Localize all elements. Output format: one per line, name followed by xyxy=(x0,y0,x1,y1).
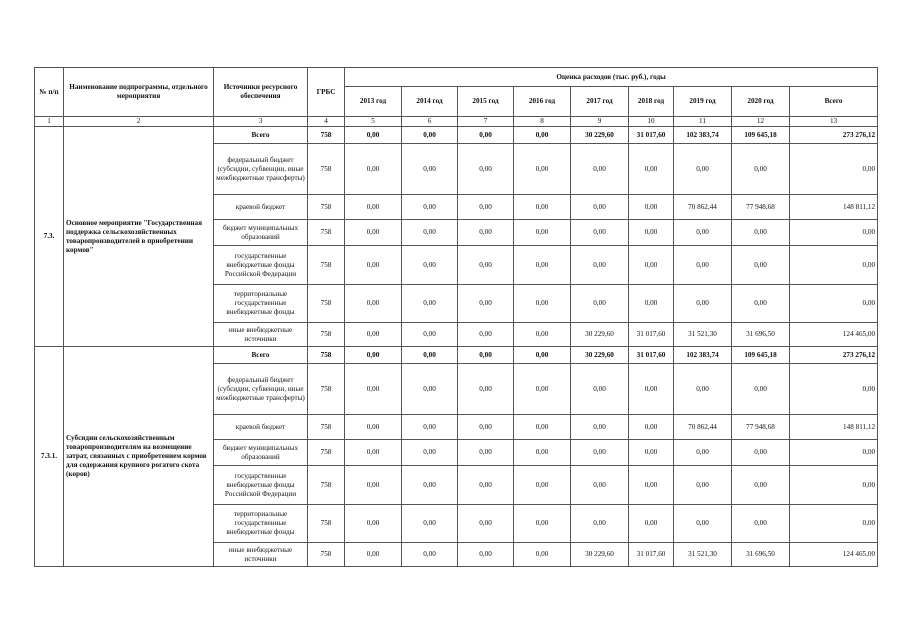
year-value: 0,00 xyxy=(345,195,402,220)
year-value: 31 017,60 xyxy=(629,127,674,144)
column-number: 8 xyxy=(514,117,571,127)
year-value: 0,00 xyxy=(514,543,571,567)
year-value: 0,00 xyxy=(629,246,674,285)
year-value: 0,00 xyxy=(674,364,732,415)
header-year: 2013 год xyxy=(345,87,402,117)
funding-source: бюджет муниципальных образований xyxy=(214,440,308,466)
grbs-code: 758 xyxy=(308,543,345,567)
header-row xyxy=(35,68,878,87)
grbs-code: 758 xyxy=(308,285,345,323)
year-value: 0,00 xyxy=(458,440,514,466)
year-value: 0,00 xyxy=(458,220,514,246)
year-value: 0,00 xyxy=(514,415,571,440)
year-value: 0,00 xyxy=(402,466,458,505)
year-value: 102 383,74 xyxy=(674,127,732,144)
year-value: 0,00 xyxy=(345,466,402,505)
item-number: 7.3. xyxy=(35,127,64,347)
year-value: 0,00 xyxy=(402,285,458,323)
year-value: 0,00 xyxy=(345,285,402,323)
year-value: 0,00 xyxy=(514,347,571,364)
year-value: 0,00 xyxy=(345,220,402,246)
year-value: 0,00 xyxy=(571,285,629,323)
year-value: 31 696,50 xyxy=(732,543,790,567)
total-value: 124 465,00 xyxy=(790,323,878,347)
year-value: 0,00 xyxy=(402,440,458,466)
year-value: 77 948,68 xyxy=(732,415,790,440)
total-value: 0,00 xyxy=(790,505,878,543)
column-number: 6 xyxy=(402,117,458,127)
year-value: 0,00 xyxy=(402,415,458,440)
column-number: 10 xyxy=(629,117,674,127)
total-value: 148 811,12 xyxy=(790,415,878,440)
funding-source: территориальные государственные внебюджетные фонды xyxy=(214,285,308,323)
year-value: 109 645,18 xyxy=(732,127,790,144)
total-value: 273 276,12 xyxy=(790,127,878,144)
year-value: 0,00 xyxy=(514,323,571,347)
header-year: 2016 год xyxy=(514,87,571,117)
funding-source: краевой бюджет xyxy=(214,415,308,440)
year-value: 0,00 xyxy=(345,323,402,347)
table-body xyxy=(35,127,878,567)
year-value: 102 383,74 xyxy=(674,347,732,364)
header-estimate: Оценка расходов (тыс. руб.), годы xyxy=(345,68,878,87)
year-value: 0,00 xyxy=(345,505,402,543)
grbs-code: 758 xyxy=(308,323,345,347)
year-value: 0,00 xyxy=(402,144,458,195)
year-value: 0,00 xyxy=(674,144,732,195)
year-value: 0,00 xyxy=(732,144,790,195)
column-numbers-row xyxy=(35,117,878,127)
year-value: 0,00 xyxy=(571,505,629,543)
year-value: 0,00 xyxy=(732,246,790,285)
year-value: 0,00 xyxy=(514,220,571,246)
year-value: 31 017,60 xyxy=(629,543,674,567)
year-value: 0,00 xyxy=(629,440,674,466)
year-value: 0,00 xyxy=(514,127,571,144)
year-value: 0,00 xyxy=(514,285,571,323)
year-value: 0,00 xyxy=(514,466,571,505)
grbs-code: 758 xyxy=(308,440,345,466)
table-row-total xyxy=(35,347,878,364)
year-value: 31 017,60 xyxy=(629,347,674,364)
year-value: 0,00 xyxy=(345,347,402,364)
year-value: 0,00 xyxy=(345,543,402,567)
grbs-code: 758 xyxy=(308,127,345,144)
funding-source: федеральный бюджет (субсидии, субвенции, иные межбюджетные трансферты) xyxy=(214,144,308,195)
year-value: 0,00 xyxy=(458,144,514,195)
funding-source: иные внебюджетные источники xyxy=(214,543,308,567)
year-value: 0,00 xyxy=(571,195,629,220)
year-value: 0,00 xyxy=(674,505,732,543)
total-value: 0,00 xyxy=(790,144,878,195)
total-value: 0,00 xyxy=(790,364,878,415)
column-number: 3 xyxy=(214,117,308,127)
year-value: 0,00 xyxy=(345,415,402,440)
year-value: 31 521,30 xyxy=(674,323,732,347)
year-value: 0,00 xyxy=(571,415,629,440)
column-number: 5 xyxy=(345,117,402,127)
year-value: 30 229,60 xyxy=(571,127,629,144)
year-value: 70 862,44 xyxy=(674,415,732,440)
year-value: 0,00 xyxy=(514,144,571,195)
year-value: 0,00 xyxy=(629,220,674,246)
year-value: 0,00 xyxy=(458,195,514,220)
year-value: 0,00 xyxy=(514,364,571,415)
header-year: 2019 год xyxy=(674,87,732,117)
year-value: 0,00 xyxy=(458,415,514,440)
year-value: 0,00 xyxy=(732,220,790,246)
grbs-code: 758 xyxy=(308,466,345,505)
year-value: 0,00 xyxy=(629,144,674,195)
column-number: 9 xyxy=(571,117,629,127)
total-value: 124 465,00 xyxy=(790,543,878,567)
year-value: 30 229,60 xyxy=(571,347,629,364)
year-value: 0,00 xyxy=(629,466,674,505)
grbs-code: 758 xyxy=(308,144,345,195)
year-value: 30 229,60 xyxy=(571,543,629,567)
year-value: 0,00 xyxy=(732,364,790,415)
year-value: 0,00 xyxy=(514,505,571,543)
grbs-code: 758 xyxy=(308,246,345,285)
funding-source: государственные внебюджетные фонды Российской Федерации xyxy=(214,246,308,285)
year-value: 0,00 xyxy=(571,246,629,285)
grbs-code: 758 xyxy=(308,415,345,440)
column-number: 11 xyxy=(674,117,732,127)
year-value: 31 521,30 xyxy=(674,543,732,567)
year-value: 0,00 xyxy=(402,347,458,364)
header-grbs: ГРБС xyxy=(308,68,345,117)
year-value: 0,00 xyxy=(514,195,571,220)
year-value: 0,00 xyxy=(458,347,514,364)
header-year: 2015 год xyxy=(458,87,514,117)
year-value: 0,00 xyxy=(345,127,402,144)
year-value: 109 645,18 xyxy=(732,347,790,364)
column-number: 1 xyxy=(35,117,64,127)
year-value: 0,00 xyxy=(402,246,458,285)
year-value: 0,00 xyxy=(402,505,458,543)
year-value: 0,00 xyxy=(402,195,458,220)
funding-source: краевой бюджет xyxy=(214,195,308,220)
year-value: 0,00 xyxy=(458,127,514,144)
item-number: 7.3.1. xyxy=(35,347,64,567)
year-value: 0,00 xyxy=(402,220,458,246)
grbs-code: 758 xyxy=(308,220,345,246)
header-sources: Источники ресурсного обеспечения xyxy=(214,68,308,117)
funding-source: Всего xyxy=(214,347,308,364)
total-value: 0,00 xyxy=(790,440,878,466)
year-value: 0,00 xyxy=(674,220,732,246)
year-value: 0,00 xyxy=(629,415,674,440)
total-value: 0,00 xyxy=(790,466,878,505)
funding-source: территориальные государственные внебюджетные фонды xyxy=(214,505,308,543)
year-value: 0,00 xyxy=(629,285,674,323)
budget-table xyxy=(34,67,878,567)
year-value: 0,00 xyxy=(458,505,514,543)
year-value: 30 229,60 xyxy=(571,323,629,347)
header-name: Наименование подпрограммы, отдельного мероприятия xyxy=(64,68,214,117)
funding-source: бюджет муниципальных образований xyxy=(214,220,308,246)
column-number: 13 xyxy=(790,117,878,127)
year-value: 0,00 xyxy=(514,440,571,466)
year-value: 0,00 xyxy=(458,285,514,323)
year-value: 0,00 xyxy=(571,220,629,246)
year-value: 0,00 xyxy=(402,127,458,144)
year-value: 31 017,60 xyxy=(629,323,674,347)
year-value: 0,00 xyxy=(458,246,514,285)
year-value: 0,00 xyxy=(732,440,790,466)
year-value: 0,00 xyxy=(345,144,402,195)
grbs-code: 758 xyxy=(308,364,345,415)
year-value: 0,00 xyxy=(732,285,790,323)
header-num: № п/п xyxy=(35,68,64,117)
funding-source: государственные внебюджетные фонды Российской Федерации xyxy=(214,466,308,505)
header-year: 2017 год xyxy=(571,87,629,117)
year-value: 0,00 xyxy=(402,543,458,567)
year-value: 0,00 xyxy=(629,195,674,220)
total-value: 0,00 xyxy=(790,285,878,323)
year-value: 0,00 xyxy=(571,440,629,466)
year-value: 0,00 xyxy=(732,505,790,543)
year-value: 0,00 xyxy=(571,466,629,505)
year-value: 77 948,68 xyxy=(732,195,790,220)
year-value: 0,00 xyxy=(345,364,402,415)
year-value: 0,00 xyxy=(402,364,458,415)
year-value: 0,00 xyxy=(629,505,674,543)
funding-source: Всего xyxy=(214,127,308,144)
column-number: 4 xyxy=(308,117,345,127)
column-number: 7 xyxy=(458,117,514,127)
year-value: 0,00 xyxy=(732,466,790,505)
column-number: 12 xyxy=(732,117,790,127)
total-value: 273 276,12 xyxy=(790,347,878,364)
year-value: 0,00 xyxy=(571,364,629,415)
year-value: 0,00 xyxy=(458,364,514,415)
year-value: 70 862,44 xyxy=(674,195,732,220)
funding-source: иные внебюджетные источники xyxy=(214,323,308,347)
header-total: Всего xyxy=(790,87,878,117)
grbs-code: 758 xyxy=(308,505,345,543)
year-value: 0,00 xyxy=(674,466,732,505)
header-year: 2014 год xyxy=(402,87,458,117)
total-value: 148 811,12 xyxy=(790,195,878,220)
year-value: 0,00 xyxy=(674,285,732,323)
year-value: 0,00 xyxy=(345,246,402,285)
funding-source: федеральный бюджет (субсидии, субвенции, иные межбюджетные трансферты) xyxy=(214,364,308,415)
total-value: 0,00 xyxy=(790,246,878,285)
year-value: 0,00 xyxy=(458,543,514,567)
year-value: 0,00 xyxy=(674,440,732,466)
year-value: 0,00 xyxy=(345,440,402,466)
year-value: 0,00 xyxy=(402,323,458,347)
year-value: 0,00 xyxy=(674,246,732,285)
grbs-code: 758 xyxy=(308,195,345,220)
grbs-code: 758 xyxy=(308,347,345,364)
header-year: 2018 год xyxy=(629,87,674,117)
year-value: 0,00 xyxy=(458,466,514,505)
year-value: 0,00 xyxy=(629,364,674,415)
table-row-total xyxy=(35,127,878,144)
item-name: Основное мероприятие "Государственная поддержка сельскохозяйственных товаропроизводителей в приобретении кормов" xyxy=(64,127,214,347)
year-value: 31 696,50 xyxy=(732,323,790,347)
header-year: 2020 год xyxy=(732,87,790,117)
total-value: 0,00 xyxy=(790,220,878,246)
year-value: 0,00 xyxy=(458,323,514,347)
year-value: 0,00 xyxy=(514,246,571,285)
year-value: 0,00 xyxy=(571,144,629,195)
column-number: 2 xyxy=(64,117,214,127)
item-name: Субсидии сельскохозяйственным товаропроизводителям на возмещение затрат, связанных с приобретением кормов для содержания крупного рогатого скота (коров) xyxy=(64,347,214,567)
